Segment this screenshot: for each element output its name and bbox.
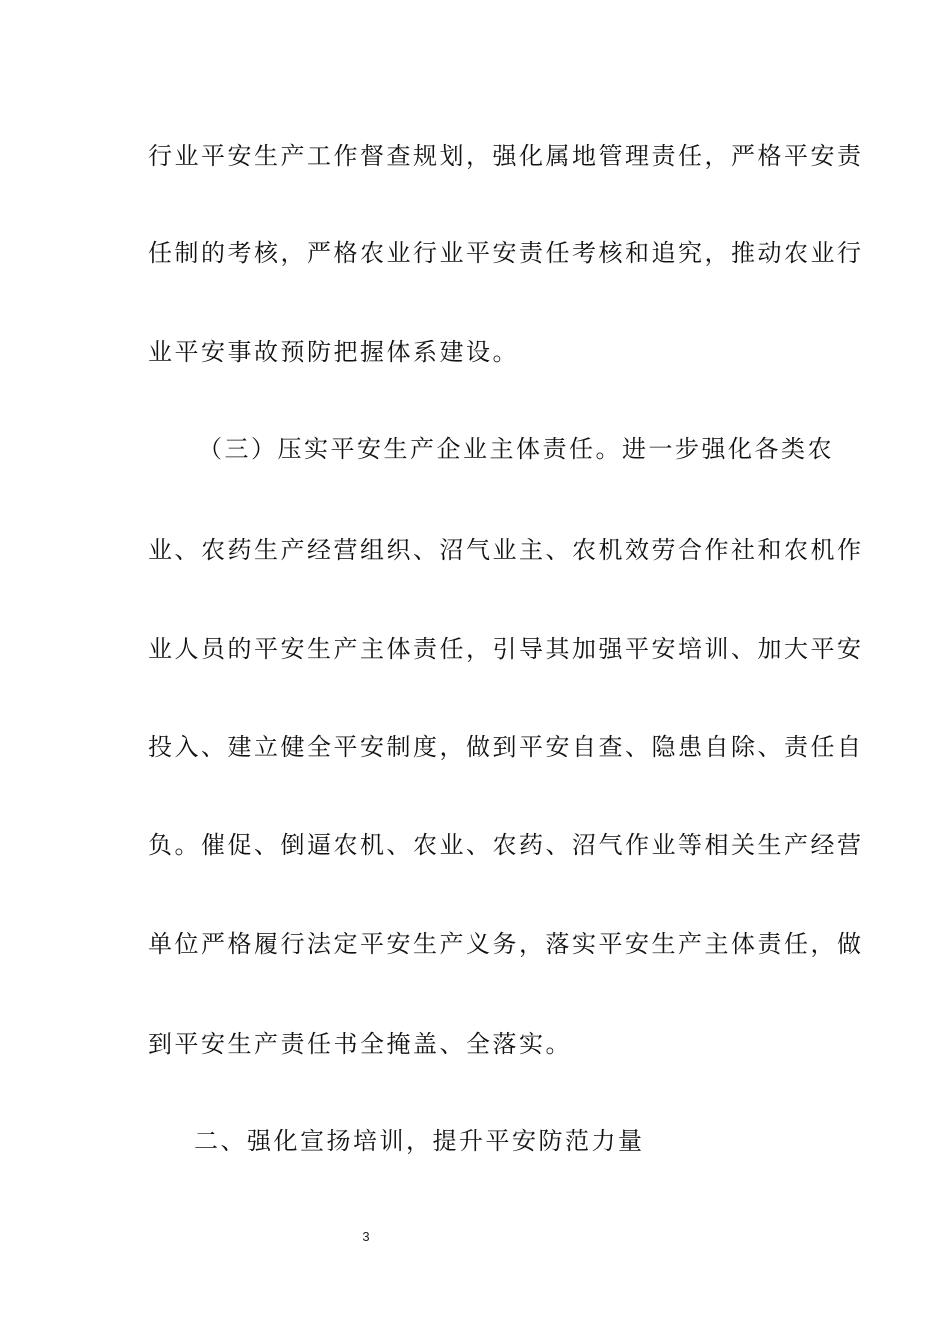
- section-three-line-2: 业、农药生产经营组织、沼气业主、农机效劳合作社和农机作: [148, 536, 864, 564]
- section-three-line-4: 投入、建立健全平安制度，做到平安自查、隐患自除、责任自: [148, 733, 864, 761]
- section-three-line-6: 单位严格履行法定平安生产义务，落实平安生产主体责任，做: [148, 930, 864, 958]
- section-three-line-5: 负。催促、倒逼农机、农业、农药、沼气作业等相关生产经营: [148, 831, 864, 859]
- section-heading-two: 二、强化宣扬培训，提升平安防范力量: [194, 1127, 645, 1155]
- paragraph-line-1: 行业平安生产工作督查规划，强化属地管理责任，严格平安责: [148, 142, 864, 170]
- paragraph-line-2: 任制的考核，严格农业行业平安责任考核和追究，推动农业行: [148, 239, 864, 267]
- section-three-line-7: 到平安生产责任书全掩盖、全落实。: [148, 1030, 572, 1058]
- section-three-line-1: （三）压实平安生产企业主体责任。进一步强化各类农: [198, 435, 834, 463]
- paragraph-line-3: 业平安事故预防把握体系建设。: [148, 338, 519, 366]
- page-number: 3: [362, 1229, 370, 1244]
- section-three-line-3: 业人员的平安生产主体责任，引导其加强平安培训、加大平安: [148, 635, 864, 663]
